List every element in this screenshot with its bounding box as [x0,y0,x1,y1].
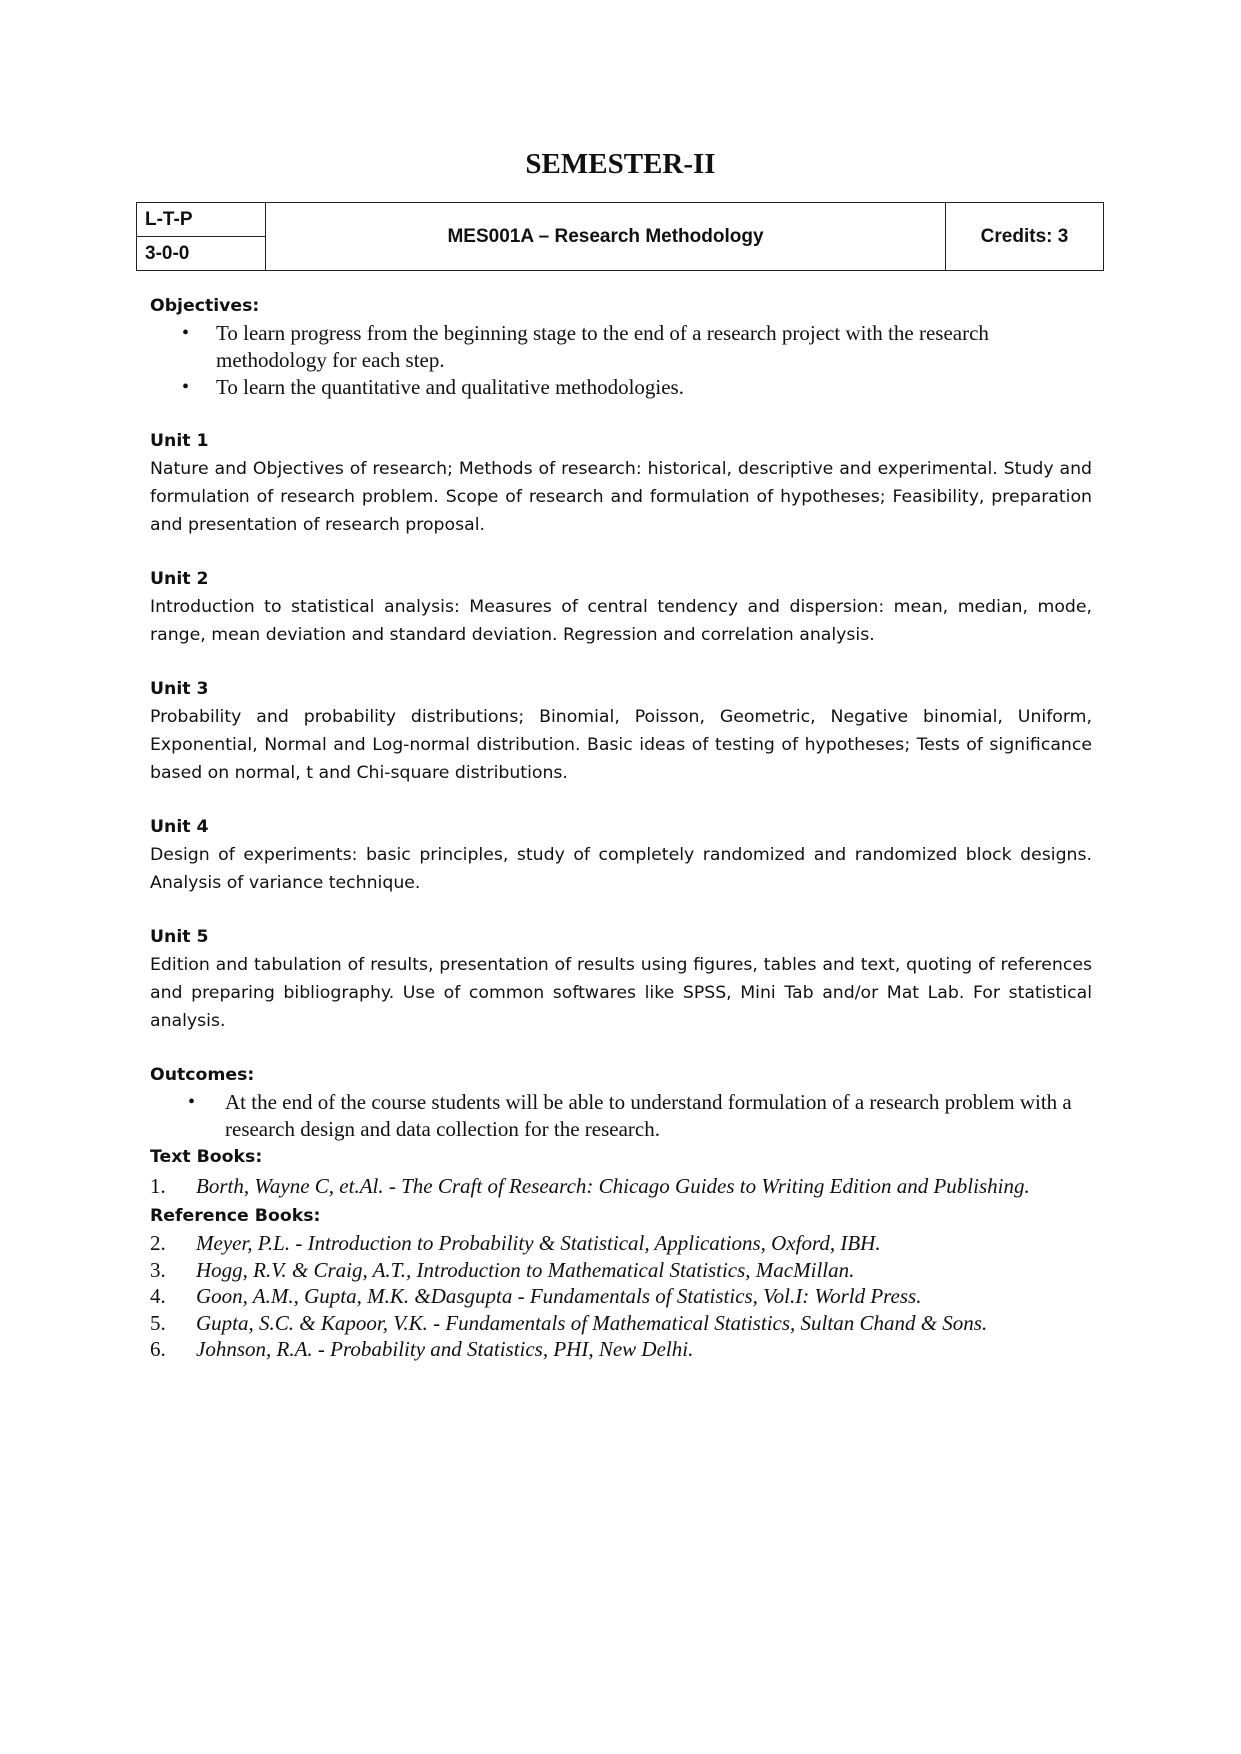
book-item [150,1310,1092,1337]
book-citation: Meyer, P.L. - Introduction to Probability & Statistical, Applications, Oxford, IBH. [196,1231,881,1255]
unit-2-heading: Unit 2 [150,569,209,589]
objectives-heading: Objectives: [150,296,260,316]
book-number: 4. [150,1284,166,1308]
course-name: MES001A – Research Methodology [266,203,946,271]
book-item [150,1257,1092,1284]
objective-item: • To learn progress from the beginning stage to the end of a research project with the research methodology for each step. [150,320,1092,374]
ltp-label: L-T-P [137,203,266,237]
outcomes-heading: Outcomes: [150,1065,255,1085]
book-item [150,1230,1092,1257]
unit-1-text: Nature and Objectives of research; Methods of research: historical, descriptive and experimental. Study and formulation of research problem. Scope of research and formulation of hypotheses; Feasibility, preparation and presentation of research proposal. [150,459,1092,535]
book-number: 1. [150,1174,166,1198]
unit-3-heading: Unit 3 [150,679,209,699]
course-info-table [136,202,1104,271]
book-item [150,1336,1092,1363]
text-books-heading: Text Books: [150,1147,263,1167]
book-number: 6. [150,1337,166,1361]
book-citation: Borth, Wayne C, et.Al. - The Craft of Research: Chicago Guides to Writing Edition and Publishing. [196,1174,1030,1198]
unit-4-text: Design of experiments: basic principles, study of completely randomized and randomized block designs. Analysis of variance technique. [150,845,1092,893]
book-number: 5. [150,1310,166,1335]
course-credits: Credits: 3 [946,203,1104,271]
page-title: SEMESTER-II [525,148,716,180]
unit-5-text: Edition and tabulation of results, presentation of results using figures, tables and text, quoting of references and preparing bibliography. Use of common softwares like SPSS, Mini Tab and/or Mat Lab. For statistical analysis. [150,955,1092,1031]
outcome-item: • At the end of the course students will be able to understand formulation of a research problem with a research design and data collection for the research. [150,1089,1092,1143]
book-number: 2. [150,1231,166,1255]
book-citation: Johnson, R.A. - Probability and Statistics, PHI, New Delhi. [196,1337,694,1361]
objectives-list [150,320,1092,401]
text-books-list [150,1171,1092,1202]
unit-3-text: Probability and probability distributions; Binomial, Poisson, Geometric, Negative binomial, Uniform, Exponential, Normal and Log-normal distribution. Basic ideas of testing of hypotheses; Tests of significance based on normal, t and Chi-square distributions. [150,707,1092,783]
book-item [150,1283,1092,1310]
book-number: 3. [150,1257,166,1282]
book-citation: Hogg, R.V. & Craig, A.T., Introduction to Mathematical Statistics, MacMillan. [196,1257,855,1282]
book-item [150,1171,1092,1202]
unit-1-heading: Unit 1 [150,431,209,451]
reference-books-heading: Reference Books: [150,1206,321,1226]
book-citation: Goon, A.M., Gupta, M.K. &Dasgupta - Fundamentals of Statistics, Vol.I: World Press. [196,1284,922,1308]
unit-4-heading: Unit 4 [150,817,209,837]
objective-item: • To learn the quantitative and qualitative methodologies. [150,374,1092,401]
outcomes-list [150,1089,1092,1143]
unit-5-heading: Unit 5 [150,927,209,947]
book-citation: Gupta, S.C. & Kapoor, V.K. - Fundamentals of Mathematical Statistics, Sultan Chand & Sons. [196,1310,988,1335]
syllabus-content [150,292,1092,1363]
ltp-value: 3-0-0 [137,237,266,271]
reference-books-list [150,1230,1092,1363]
unit-2-text: Introduction to statistical analysis: Measures of central tendency and dispersion: mean, median, mode, range, mean deviation and standard deviation. Regression and correlation analysis. [150,597,1092,645]
